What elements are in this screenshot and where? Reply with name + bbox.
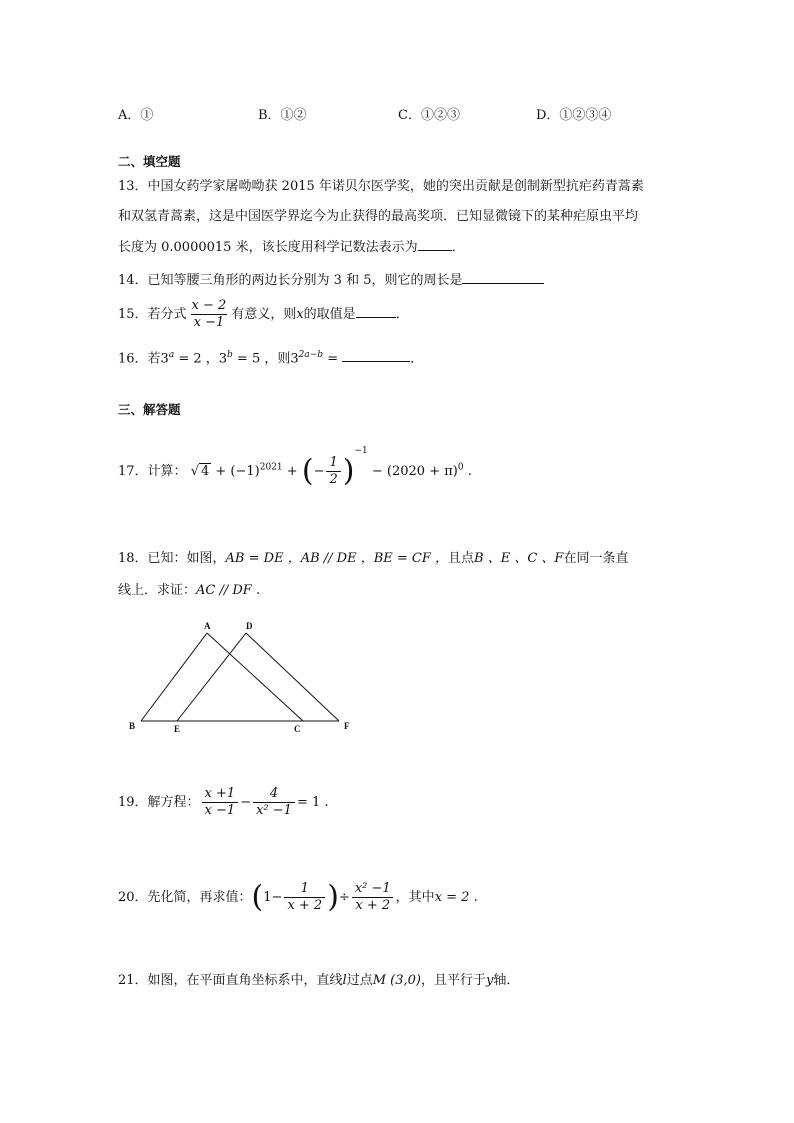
q17-end: . (463, 464, 472, 479)
q17-sqrt-radicand: 4 (200, 464, 210, 479)
point-label-a: A (204, 621, 211, 631)
q15-variable: x (296, 307, 304, 322)
q18-end: . (251, 583, 261, 598)
right-paren-icon: ) (342, 453, 355, 489)
q17-plus: + (286, 464, 298, 479)
q19-minus: − (240, 795, 252, 810)
q18-text-pre: 18．已知：如图， (118, 551, 226, 566)
q19-frac2-den: x² −1 (253, 802, 295, 819)
q20-condition: x = 2 (434, 890, 470, 905)
q17-text-pre: 17．计算： (118, 464, 187, 479)
q16-base-c: 3 (290, 351, 299, 367)
q17-frac-den: 2 (326, 471, 340, 488)
q13-line-2: 和双氢青蒿素，这是中国医学界迄今为止获得的最高奖项．已知显微镜下的某种疟原虫平均 (118, 209, 639, 224)
q20-line (118, 878, 478, 918)
q21-text-mid: 过点 (346, 973, 373, 988)
q15-text-mid: 有意义，则 (231, 307, 297, 322)
q14-answer-blank[interactable] (462, 271, 544, 284)
section-heading-fill-in: 二、填空题 (118, 154, 181, 169)
q16-text-pre: 16．若 (118, 351, 161, 367)
q16-exp-b: b (227, 350, 233, 360)
choice-a: A．① (118, 108, 154, 123)
point-label-e: E (174, 724, 181, 734)
sqrt-sign-icon: √ (190, 464, 199, 479)
q17-term-3-exp: −1 (354, 446, 368, 456)
point-label-b: B (129, 721, 136, 731)
q16-exp-c: 2a−b (298, 350, 324, 360)
q16-end: ． (410, 351, 424, 367)
q20-text-post: ，其中 (395, 890, 435, 905)
q21-end: 轴． (493, 973, 520, 988)
q20-divide: ÷ (338, 890, 350, 905)
q19-line (118, 784, 329, 822)
q19-fraction-1 (202, 786, 239, 819)
q20-fraction-1 (284, 881, 325, 914)
section-heading-solve: 三、解答题 (118, 402, 181, 417)
q19-frac2-num: 4 (269, 786, 279, 801)
q20-frac1-den: x + 2 (284, 897, 325, 914)
left-paren-icon: ( (301, 453, 314, 489)
q15-end: ． (395, 307, 409, 322)
q16-base-b: 3 (218, 351, 228, 367)
q13-line-3 (118, 238, 465, 257)
q16-line (118, 346, 423, 368)
q21-y-axis: y (486, 973, 494, 988)
choice-b: B．①② (258, 108, 307, 123)
q21-point-m: M (3,0) (372, 973, 421, 988)
q15-denominator: x −1 (191, 314, 228, 331)
q15-line (118, 296, 409, 334)
q18-line-2 (118, 582, 260, 600)
q15-numerator: x − 2 (191, 298, 227, 313)
q21-line (118, 972, 519, 990)
q20-frac1-num: 1 (300, 881, 309, 896)
q20-text-pre: 20．先化简，再求值： (118, 890, 252, 905)
left-paren-icon: ( (251, 879, 264, 915)
q13-text: 长度为 0.0000015 米，该长度用科学记数法表示为 (118, 240, 418, 255)
q18-text-mid: 且点 (448, 551, 475, 566)
q16-base-a: 3 (160, 351, 169, 367)
q17-minus: − (313, 464, 325, 479)
q13-line-1: 13．中国女药学家屠呦呦获 2015 年诺贝尔医学奖，她的突出贡献是创制新型抗疟药青蒿素 (118, 179, 644, 194)
q17-term-2-exp: 2021 (259, 462, 283, 473)
q19-text-pre: 19．解方程： (118, 795, 200, 810)
choice-d: D．①②③④ (536, 108, 612, 123)
q16-val-c: = (323, 351, 343, 367)
q16-answer-blank[interactable] (342, 349, 410, 362)
q18-points: B 、E 、C 、F (474, 551, 564, 566)
triangle-figure (122, 615, 362, 740)
q14-text: 14．已知等腰三角形的两边长分别为 3 和 5，则它的周长是 (118, 273, 463, 288)
q19-frac1-den: x −1 (202, 802, 239, 819)
point-label-d: D (246, 621, 253, 631)
q18-conditions: AB = DE ，AB // DE ，BE = CF ， (225, 551, 449, 566)
q18-prove-statement: AC // DF (196, 583, 252, 598)
q17-frac-num: 1 (329, 455, 338, 470)
q15-fraction (189, 298, 230, 331)
point-label-c: C (294, 724, 301, 734)
q19-frac1-num: x +1 (204, 786, 236, 801)
q17-term-2: + (−1) (215, 464, 260, 479)
q15-answer-blank[interactable] (356, 305, 396, 318)
q20-end: . (469, 890, 478, 905)
q21-line-l: l (342, 973, 347, 988)
q17-term-4-exp: 0 (457, 462, 464, 473)
q20-frac2-num: x² −1 (354, 881, 391, 896)
q16-exp-a: a (168, 350, 175, 360)
q13-answer-blank[interactable] (418, 238, 452, 251)
q19-equals: = 1 . (296, 795, 329, 810)
q17-line (118, 428, 472, 495)
q19-fraction-2 (253, 786, 295, 819)
q14-line (118, 271, 544, 290)
right-paren-icon: ) (327, 879, 339, 915)
q21-text-pre: 21．如图，在平面直角坐标系中，直线 (118, 973, 343, 988)
q18-line-1 (118, 550, 628, 568)
q17-fraction (326, 455, 340, 488)
q20-one-minus: 1− (263, 890, 283, 905)
q20-fraction-2 (352, 881, 394, 914)
q17-term-4: − (2020 + π) (371, 464, 458, 479)
choice-c: C．①②③ (398, 108, 460, 123)
q16-val-b: = 5 ，则 (232, 351, 291, 367)
q16-val-a: = 2 ， (174, 351, 219, 367)
q15-text-post: 的取值是 (303, 307, 356, 322)
q21-text-post: ，且平行于 (421, 973, 487, 988)
q15-text-pre: 15．若分式 (118, 307, 187, 322)
q20-frac2-den: x + 2 (352, 897, 393, 914)
q13-end: ． (451, 240, 465, 255)
q18-text-end: 在同一条直 (563, 551, 629, 566)
point-label-f: F (344, 721, 350, 731)
q18-prove-label: 线上．求证： (118, 583, 197, 598)
